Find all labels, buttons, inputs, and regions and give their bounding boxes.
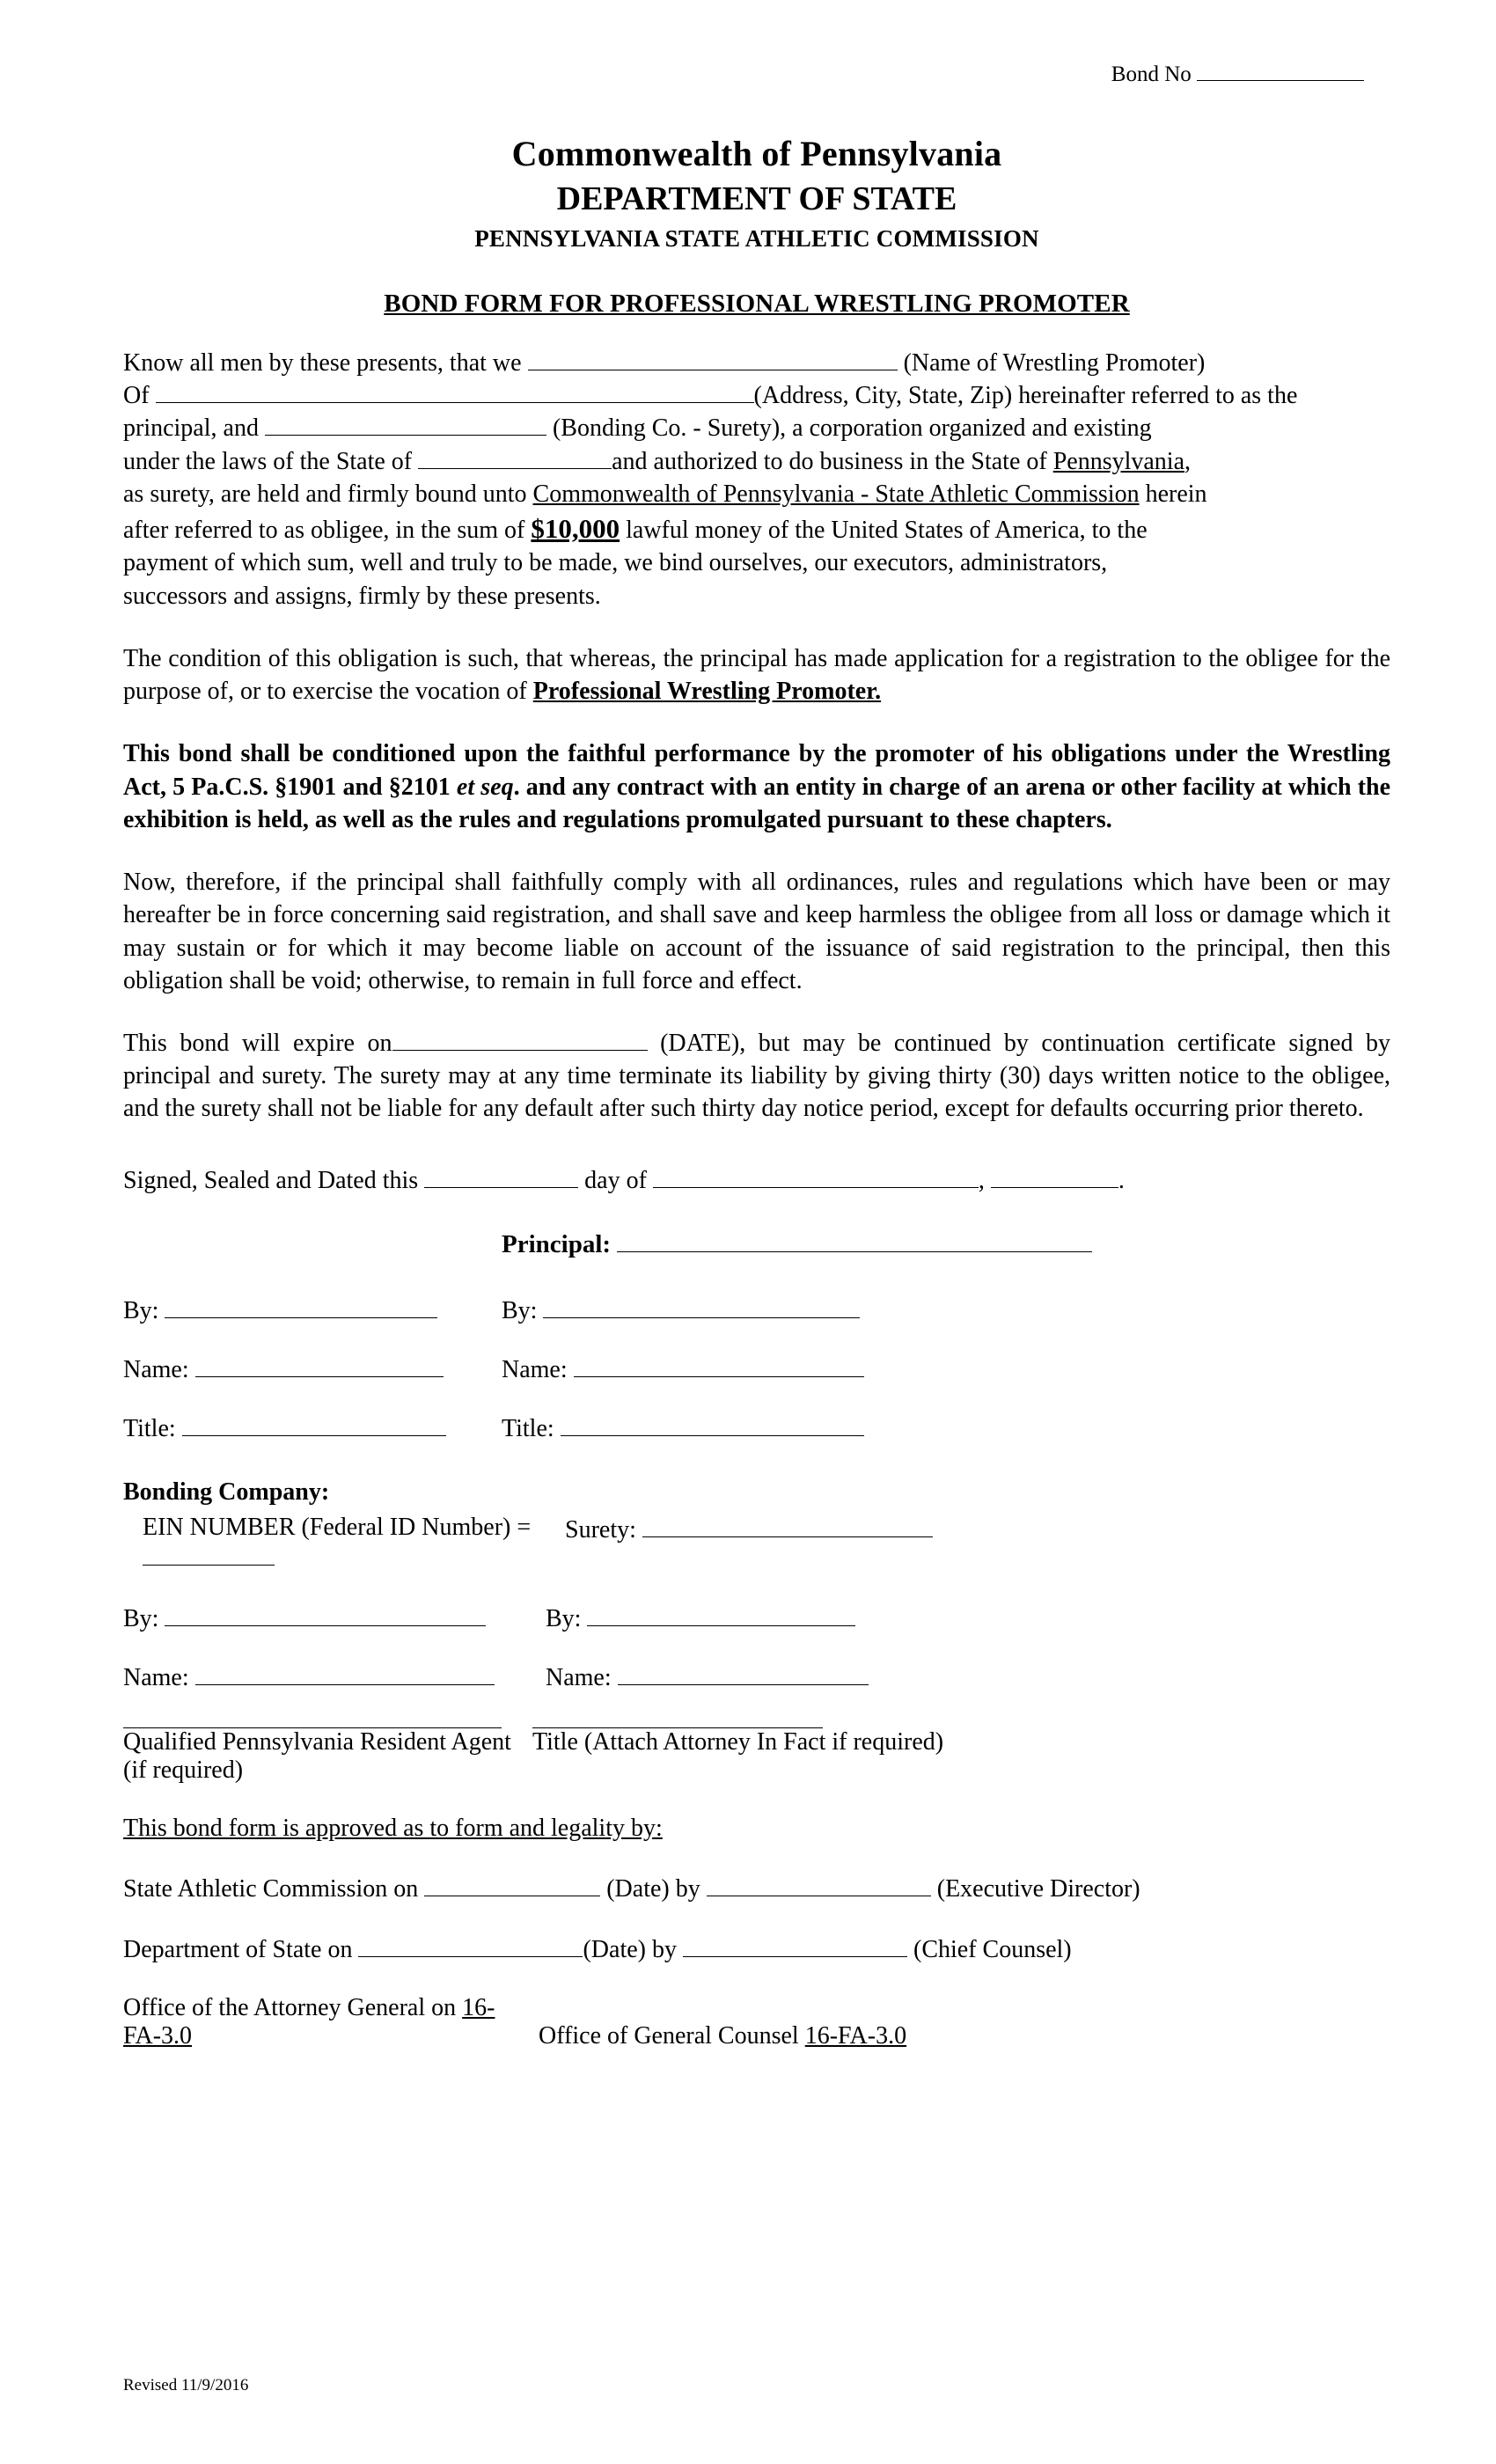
signed-comma: , — [978, 1166, 985, 1194]
commission-signature-blank[interactable] — [707, 1873, 931, 1896]
bonding-company-heading: Bonding Company: — [123, 1478, 330, 1506]
surety-blank[interactable] — [642, 1514, 933, 1537]
principal-row — [123, 1228, 1390, 1259]
commission-date-blank[interactable] — [424, 1873, 600, 1896]
title-blank-left[interactable] — [182, 1412, 446, 1436]
title-label-left: Title: — [123, 1414, 176, 1442]
signed-month-blank[interactable] — [653, 1164, 979, 1188]
ein-blank[interactable] — [143, 1542, 275, 1566]
agent-left-cell — [123, 1727, 532, 1785]
paragraph-expiration — [123, 1027, 1390, 1126]
promoter-name-blank[interactable] — [528, 347, 898, 370]
bond-conditions-text-1: This bond shall be conditioned upon the faithful performance by the promoter of his obligations under the Wrestling Act, 5 Pa.C.S. §1901 and §2101 — [123, 740, 1390, 801]
attorney-general-code: 16-FA-3.0 — [123, 1993, 495, 2050]
bond-number-label: Bond No — [1111, 62, 1192, 86]
signature-right-title — [502, 1412, 1390, 1443]
recital-text-6: (Bonding Co. - Surety), a corporation organized and existing — [552, 414, 1152, 443]
signature-row-name — [123, 1353, 1390, 1384]
executive-director-label: (Executive Director) — [936, 1874, 1140, 1903]
signed-period: . — [1118, 1166, 1125, 1194]
recital-text-15: lawful money of the United States of America, to the — [626, 517, 1148, 545]
recital-text-8: and authorized to do business in the State of — [612, 447, 1047, 475]
bond-conditions-text-2: . and any contract with an entity in charge of an arena or other facility at which the exhibition is held, as well as the rules and regulations promulgated pursuant to these chapters. — [123, 773, 1391, 833]
recital-text-14: after referred to as obligee, in the sum of — [123, 517, 525, 545]
vocation-value: Professional Wrestling Promoter. — [532, 678, 882, 706]
state-of-blank[interactable] — [418, 445, 612, 469]
bonding-by-blank-right[interactable] — [587, 1602, 855, 1626]
bond-number-blank[interactable] — [1197, 57, 1364, 81]
obligee-name: Commonwealth of Pennsylvania - State Athletic Commission — [532, 480, 1140, 508]
recital-text-17: successors and assigns, firmly by these presents. — [123, 582, 601, 610]
title-label-right: Title: — [502, 1414, 554, 1442]
state-pennsylvania: Pennsylvania — [1052, 447, 1185, 475]
chief-counsel-label: (Chief Counsel) — [913, 1935, 1072, 1963]
expiration-text-1: This bond will expire on — [123, 1029, 392, 1057]
recital-text-2: (Name of Wrestling Promoter) — [903, 349, 1206, 377]
expiration-date-blank[interactable] — [392, 1027, 648, 1051]
department-date-blank[interactable] — [358, 1933, 583, 1957]
recital-text-16: payment of which sum, well and truly to be made, we bind ourselves, our executors, administrators, — [123, 549, 1108, 577]
bonding-row-by — [123, 1602, 1390, 1633]
name-label-right: Name: — [502, 1355, 568, 1383]
bonding-company-blank[interactable] — [265, 412, 546, 436]
general-counsel-cell — [539, 2022, 906, 2050]
name-blank-left[interactable] — [195, 1353, 444, 1377]
attorney-general-label: Office of the Attorney General on — [123, 1993, 457, 2021]
address-blank[interactable] — [156, 379, 754, 403]
department-label: Department of State on — [123, 1935, 353, 1963]
bonding-by-label-right: By: — [546, 1604, 582, 1632]
page-title-department: DEPARTMENT OF STATE — [556, 180, 957, 217]
recital-text-4: (Address, City, State, Zip) hereinafter referred to as the — [753, 382, 1298, 410]
form-title: BOND FORM FOR PROFESSIONAL WRESTLING PROMOTER — [384, 290, 1130, 318]
page-title-commission: PENNSYLVANIA STATE ATHLETIC COMMISSION — [474, 225, 1039, 252]
approval-row-offices — [123, 1994, 1390, 2050]
name-label-left: Name: — [123, 1355, 189, 1383]
commission-label: State Athletic Commission on — [123, 1874, 419, 1903]
agent-label-left: Qualified Pennsylvania Resident Agent (if required) — [123, 1727, 511, 1784]
bonding-right-name — [546, 1661, 1390, 1692]
recital-text-3: Of — [123, 382, 150, 410]
agent-label-right: Title (Attach Attorney In Fact if required) — [532, 1727, 944, 1756]
expiration-text-2: (DATE), but may be continued by continuation certificate signed by principal and surety. The surety may at any time terminate its liability by giving thirty (30) days written notice to the obligee, and the surety shall not be liable for any default after such thirty day notice period, except for defaults occurring prior thereto. — [123, 1029, 1391, 1123]
ein-label: EIN NUMBER (Federal ID Number) = — [143, 1513, 532, 1541]
signed-day-blank[interactable] — [424, 1164, 578, 1188]
signed-year-blank[interactable] — [991, 1164, 1118, 1188]
recital-comma: , — [1184, 447, 1192, 475]
approval-row-commission — [123, 1873, 1390, 1903]
signed-text-1: Signed, Sealed and Dated this — [123, 1166, 419, 1194]
bond-conditions-etseq: et seq — [456, 773, 514, 801]
paragraph-bond-conditions — [123, 737, 1390, 836]
paragraph-now-therefore: Now, therefore, if the principal shall faithfully comply with all ordinances, rules and regulations which have been or may hereafter be in force concerning said registration, and shall save and keep harmless the obligee from all loss or damage which it may sustain or for which it may become liable on account of the issuance of said registration to the principal, then this obligation shall be void; otherwise, to remain in full force and effect. — [123, 869, 1390, 994]
paragraph-condition — [123, 642, 1390, 708]
bonding-name-label-left: Name: — [123, 1663, 189, 1691]
bonding-by-label-left: By: — [123, 1604, 159, 1632]
agent-row — [123, 1727, 1390, 1785]
page-title-commonwealth: Commonwealth of Pennsylvania — [511, 134, 1002, 173]
department-date-by: (Date) by — [583, 1935, 677, 1963]
bonding-name-blank-left[interactable] — [195, 1661, 495, 1685]
recital-text-7: under the laws of the State of — [123, 447, 413, 475]
principal-name-blank[interactable] — [617, 1228, 1092, 1252]
bonding-by-blank-left[interactable] — [165, 1602, 486, 1626]
signature-row-by — [123, 1294, 1390, 1325]
signature-right-name — [502, 1353, 1390, 1384]
bonding-right-by — [546, 1602, 1390, 1633]
general-counsel-label: Office of General Counsel — [539, 2021, 799, 2050]
by-label-right: By: — [502, 1296, 538, 1324]
department-signature-blank[interactable] — [683, 1933, 907, 1957]
signature-left-by — [123, 1294, 502, 1325]
title-blank-right[interactable] — [561, 1412, 864, 1436]
attorney-general-cell — [123, 1994, 532, 2050]
general-counsel-code: 16-FA-3.0 — [804, 2021, 907, 2050]
ein-surety-row — [123, 1514, 1390, 1573]
principal-label: Principal: — [502, 1229, 612, 1258]
signature-left-title — [123, 1412, 502, 1443]
signed-sealed-row — [123, 1164, 1390, 1195]
surety-label: Surety: — [565, 1515, 636, 1544]
bonding-left-by — [123, 1602, 546, 1633]
revision-footer: Revised 11/9/2016 — [123, 2376, 249, 2394]
signature-row-title — [123, 1412, 1390, 1443]
signature-left-name — [123, 1353, 502, 1384]
bond-amount: $10,000 — [531, 513, 620, 545]
by-blank-left[interactable] — [165, 1294, 437, 1318]
ein-cell — [123, 1514, 565, 1573]
recital-text-5: principal, and — [123, 414, 259, 443]
approval-row-department — [123, 1933, 1390, 1964]
paragraph-recital — [123, 347, 1390, 612]
signed-text-2: day of — [584, 1166, 647, 1194]
bonding-row-name — [123, 1661, 1390, 1692]
approval-heading: This bond form is approved as to form and legality by: — [123, 1814, 663, 1842]
surety-cell — [565, 1514, 933, 1573]
bonding-left-name — [123, 1661, 546, 1692]
bonding-name-label-right: Name: — [546, 1663, 612, 1691]
bonding-name-blank-right[interactable] — [618, 1661, 869, 1685]
recital-text-1: Know all men by these presents, that we — [123, 349, 522, 377]
recital-text-13: herein — [1145, 480, 1207, 508]
condition-text: The condition of this obligation is such, that whereas, the principal has made application for a registration to the obligee for the purpose of, or to exercise the vocation of — [123, 644, 1390, 706]
bond-number-row — [123, 57, 1364, 87]
commission-date-by: (Date) by — [606, 1874, 700, 1903]
by-label-left: By: — [123, 1296, 159, 1324]
name-blank-right[interactable] — [574, 1353, 864, 1377]
recital-text-11: as surety, are held and firmly bound unto — [123, 480, 527, 508]
by-blank-right[interactable] — [543, 1294, 860, 1318]
signature-right-by — [502, 1294, 1390, 1325]
agent-right-cell — [532, 1727, 943, 1785]
